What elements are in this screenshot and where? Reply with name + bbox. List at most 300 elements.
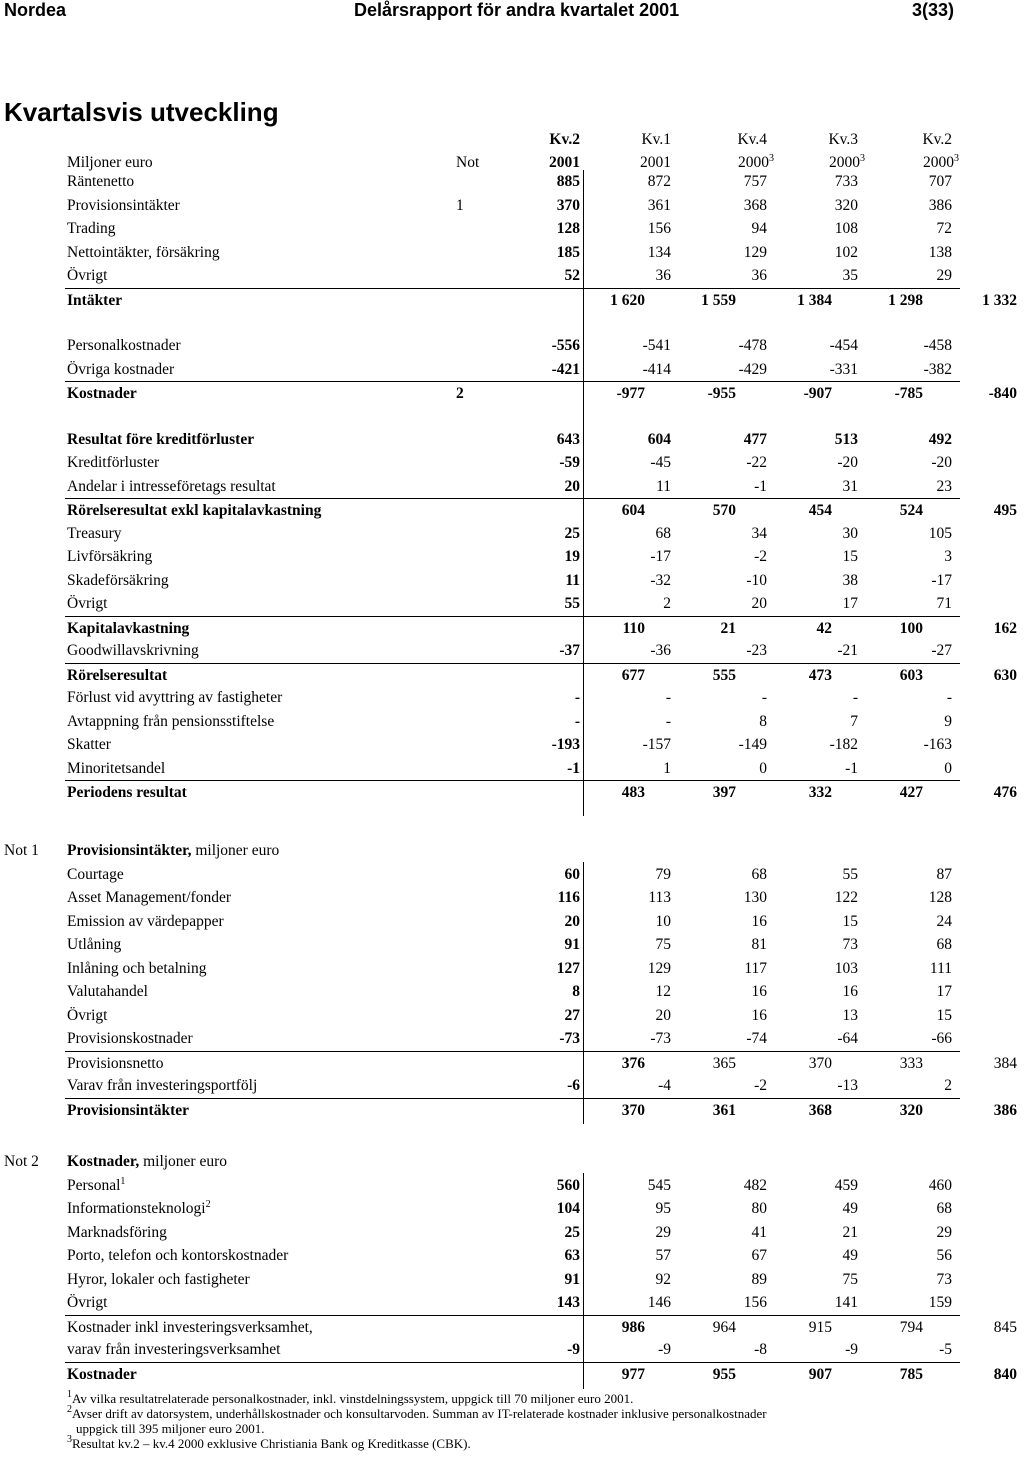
cell-value: 73 [936, 1270, 952, 1288]
table-row [0, 1221, 960, 1245]
cell-value: - [946, 689, 952, 706]
cell-value: 370 [808, 1054, 832, 1072]
footnote-text: Resultat kv.2 – kv.4 2000 exklusive Christiania Bank og Kreditkasse (CBK). [72, 1436, 471, 1451]
table-row [0, 686, 960, 710]
page-number: 3(33) [911, 0, 954, 20]
table-row [65, 1362, 1017, 1386]
cell-value: 60 [564, 865, 580, 883]
cell-value: 36 [655, 267, 671, 284]
cell-value: -478 [738, 337, 767, 354]
cell-value: -2 [754, 548, 767, 565]
row-note-ref: 1 [456, 196, 464, 214]
cell-value: 397 [712, 784, 736, 801]
cell-value: 368 [743, 196, 767, 214]
cell-value: 492 [928, 430, 952, 448]
cell-value: 113 [648, 889, 671, 906]
table-row [0, 545, 960, 569]
cell-value: 185 [556, 243, 580, 261]
cell-value: 49 [842, 1200, 858, 1217]
cell-value: 524 [899, 502, 923, 519]
footnote-text: Av vilka resultatrelaterade personalkostnader, inkl. vinstdelningssystem, uppgick till 70 miljoner euro 2001. [72, 1391, 634, 1406]
cell-value: -8 [754, 1341, 767, 1358]
row-label: Övrigt [67, 1006, 108, 1024]
cell-value: 473 [808, 666, 832, 684]
cell-value: 68 [936, 936, 952, 953]
cell-value: - [574, 689, 580, 706]
cell-value: 103 [834, 959, 858, 977]
cell-value: 25 [564, 1223, 580, 1241]
cell-value: 370 [556, 196, 580, 214]
cell-value: 30 [842, 524, 858, 542]
cell-value: -907 [803, 385, 832, 402]
column-divider-note2 [583, 1173, 584, 1389]
cell-value: -36 [650, 642, 671, 659]
cell-value: -64 [837, 1030, 858, 1047]
table-row [65, 616, 1017, 640]
cell-value: -17 [650, 548, 671, 565]
cell-value: 17 [936, 983, 952, 1000]
cell-value: -73 [559, 1030, 580, 1047]
cell-value: 603 [899, 666, 923, 684]
row-label: Periodens resultat [67, 784, 187, 801]
table-row [0, 1338, 960, 1362]
cell-value: 12 [655, 983, 671, 1000]
cell-value: 454 [808, 502, 832, 519]
row-label: Andelar i intresseföretags resultat [67, 477, 276, 495]
row-label: Avtappning från pensionsstiftelse [67, 712, 275, 730]
cell-value: -977 [616, 385, 645, 402]
cell-value: 8 [572, 983, 580, 1000]
cell-value: 370 [621, 1101, 645, 1119]
cell-value: 13 [842, 1006, 858, 1024]
cell-value: 3 [944, 548, 952, 565]
table-row [65, 663, 1017, 687]
cell-value: 73 [842, 936, 858, 953]
cell-value: -17 [931, 571, 952, 589]
cell-value: 130 [743, 889, 767, 906]
cell-value: 630 [993, 666, 1017, 684]
note-label: Not 1 [4, 842, 39, 859]
cell-value: 34 [751, 524, 767, 542]
row-label: Valutahandel [67, 983, 148, 1000]
row-label: Resultat före kreditförluster [67, 430, 255, 448]
footnote [76, 1421, 1036, 1436]
col-q-1: Kv.1 [641, 131, 671, 148]
cell-value: 332 [808, 784, 832, 801]
row-label: Hyror, lokaler och fastigheter [67, 1270, 250, 1288]
row-label: Förlust vid avyttring av fastigheter [67, 689, 283, 706]
cell-value: 35 [842, 267, 858, 284]
cell-value: 29 [655, 1223, 671, 1241]
cell-value: 0 [759, 759, 767, 777]
note-title [67, 1150, 227, 1174]
row-label: Kostnader inkl investeringsverksamhet, [67, 1318, 313, 1336]
note-title-bold: Provisionsintäkter, [67, 842, 192, 859]
cell-value: 333 [899, 1054, 923, 1072]
cell-value: -21 [837, 642, 858, 659]
footnote-number: 1 [67, 1389, 72, 1400]
cell-value: 20 [655, 1006, 671, 1024]
cell-value: -157 [642, 736, 671, 753]
cell-value: 24 [936, 912, 952, 930]
cell-value: -13 [837, 1077, 858, 1094]
cell-value: 604 [621, 502, 645, 519]
cell-value: 94 [751, 220, 767, 237]
cell-value: 23 [936, 477, 952, 495]
row-label: Asset Management/fonder [67, 889, 231, 906]
table-row [0, 451, 960, 475]
table-row [0, 1027, 960, 1051]
cell-value: - [665, 712, 671, 730]
row-label: Räntenetto [67, 173, 135, 190]
cell-value: - [665, 689, 671, 706]
cell-value: 757 [743, 173, 767, 190]
cell-value: 2 [944, 1077, 952, 1094]
row-label: varav från investeringsverksamhet [67, 1341, 281, 1358]
table-row [0, 194, 960, 218]
row-label: Minoritetsandel [67, 759, 166, 777]
cell-value: -9 [567, 1341, 580, 1358]
cell-value: 794 [899, 1318, 923, 1336]
table-row [65, 498, 1017, 522]
row-label: Utlåning [67, 936, 122, 953]
cell-value: 368 [808, 1101, 832, 1119]
footnote-text: uppgick till 395 miljoner euro 2001. [76, 1421, 265, 1436]
cell-value: -73 [650, 1030, 671, 1047]
cell-value: 1 559 [701, 291, 736, 309]
cell-value: - [852, 689, 858, 706]
cell-value: 21 [842, 1223, 858, 1241]
cell-value: 15 [842, 912, 858, 930]
cell-value: -32 [650, 571, 671, 589]
cell-value: 386 [928, 196, 952, 214]
cell-value: -193 [551, 736, 580, 753]
footnote-text: Avser drift av datorsystem, underhållskostnader och konsultarvoden. Summan av IT-relaterade kostnader inklusive personalkostnader [72, 1406, 767, 1421]
table-row [65, 381, 1017, 405]
cell-value: 91 [564, 1270, 580, 1288]
table-row [0, 1244, 960, 1268]
cell-value: 15 [842, 548, 858, 565]
cell-value: 156 [743, 1294, 767, 1311]
table-row [0, 264, 960, 288]
col-y-2: 2000$^3$ [738, 153, 774, 171]
cell-value: 320 [899, 1101, 923, 1119]
cell-value: 56 [936, 1247, 952, 1264]
cell-value: 459 [834, 1176, 858, 1194]
col-y-0: 2001 [549, 154, 580, 171]
table-row [0, 910, 960, 934]
cell-value: 977 [621, 1365, 645, 1383]
cell-value: -382 [923, 360, 952, 378]
note1-table [0, 839, 1017, 1121]
cell-value: 11 [565, 571, 580, 589]
row-label: Kapitalavkastning [67, 619, 190, 637]
cell-value: -74 [746, 1030, 767, 1047]
cell-value: 117 [744, 959, 767, 977]
cell-value: 75 [655, 936, 671, 953]
cell-value: -2 [754, 1077, 767, 1094]
row-label: Varav från investeringsportfölj [67, 1077, 258, 1094]
row-label: Emission av värdepapper [67, 912, 224, 930]
cell-value: -429 [738, 360, 767, 378]
cell-value: -163 [923, 736, 952, 753]
cell-value: 116 [557, 889, 580, 906]
cell-value: 361 [647, 196, 671, 214]
cell-value: 365 [712, 1054, 736, 1072]
cell-value: 68 [655, 524, 671, 542]
table-row [0, 710, 960, 734]
row-label: Goodwillavskrivning [67, 642, 199, 659]
row-label: Skadeförsäkring [67, 571, 169, 589]
cell-value: 707 [928, 173, 952, 190]
cell-value: 785 [899, 1365, 923, 1383]
cell-value: -5 [939, 1341, 952, 1358]
table-row [0, 1174, 960, 1198]
cell-value: 915 [808, 1318, 832, 1336]
row-label: Övrigt [67, 267, 108, 284]
cell-value: -27 [931, 642, 952, 659]
footnote [67, 1436, 1027, 1451]
cell-value: 68 [751, 865, 767, 883]
cell-value: 141 [834, 1294, 858, 1311]
table-row [0, 733, 960, 757]
cell-value: 7 [850, 712, 858, 730]
column-divider-note1 [583, 862, 584, 1124]
cell-value: 10 [655, 912, 671, 930]
cell-value: 361 [712, 1101, 736, 1119]
col-y-3: 2000$^3$ [829, 153, 865, 171]
row-label: Kostnader [67, 385, 137, 402]
cell-value: 476 [993, 784, 1017, 801]
cell-value: 146 [647, 1294, 671, 1311]
cell-value: -9 [658, 1341, 671, 1358]
cell-value: 41 [751, 1223, 767, 1241]
cell-value: -23 [746, 642, 767, 659]
cell-value: -20 [931, 454, 952, 471]
row-label: Livförsäkring [67, 548, 153, 565]
row-label: Treasury [67, 524, 122, 542]
row-label: Marknadsföring [67, 1223, 167, 1241]
cell-value: -421 [551, 360, 580, 378]
cell-value: 1 620 [610, 291, 645, 309]
cell-value: 1 298 [888, 291, 923, 309]
row-label: Intäkter [67, 291, 123, 309]
report-title: Delårsrapport för andra kvartalet 2001 [354, 0, 680, 20]
cell-value: 964 [712, 1318, 736, 1336]
cell-value: 156 [647, 220, 671, 237]
table-row [0, 170, 960, 194]
row-label: Rörelseresultat exkl kapitalavkastning [67, 502, 322, 519]
cell-value: 91 [564, 936, 580, 953]
row-label: Nettointäkter, försäkring [67, 243, 220, 261]
row-label: Kostnader [67, 1365, 137, 1383]
cell-value: -541 [642, 337, 671, 354]
cell-value: 105 [928, 524, 952, 542]
row-label: Trading [67, 220, 116, 237]
note-title-rest: miljoner euro [191, 842, 280, 859]
cell-value: 122 [834, 889, 858, 906]
cell-value: -458 [923, 337, 952, 354]
row-label: Skatter [67, 736, 111, 753]
cell-value: 55 [842, 865, 858, 883]
row-label: Personal$^1$ [67, 1175, 126, 1194]
cell-value: 8 [759, 712, 767, 730]
cell-value: 129 [647, 959, 671, 977]
column-divider [583, 170, 584, 816]
table-row [0, 217, 960, 241]
cell-value: 384 [993, 1054, 1017, 1072]
col-q-2: Kv.4 [737, 131, 767, 148]
table-row [65, 1051, 1017, 1075]
cell-value: 36 [751, 267, 767, 284]
cell-value: 20 [564, 912, 580, 930]
cell-value: -149 [738, 736, 767, 753]
note-title-bold: Kostnader, [67, 1153, 140, 1170]
cell-value: -10 [746, 571, 767, 589]
row-label: Provisionsintäkter [67, 1101, 189, 1119]
cell-value: 907 [808, 1365, 832, 1383]
table-row [0, 569, 960, 593]
cell-value: 38 [842, 571, 858, 589]
cell-value: 885 [556, 173, 580, 190]
cell-value: 159 [928, 1294, 952, 1311]
note-title-row [0, 1150, 960, 1174]
cell-value: 604 [647, 430, 671, 448]
cell-value: 16 [751, 1006, 767, 1024]
cell-value: 16 [751, 912, 767, 930]
cell-value: 31 [842, 477, 858, 495]
cell-value: 482 [743, 1176, 767, 1194]
table-row [0, 1197, 960, 1221]
cell-value: -37 [559, 642, 580, 659]
cell-value: 477 [743, 430, 767, 448]
cell-value: 11 [656, 477, 671, 495]
cell-value: -59 [559, 454, 580, 471]
table-row [65, 1315, 1017, 1339]
cell-value: 134 [647, 243, 671, 261]
row-label: Övrigt [67, 1294, 108, 1311]
cell-value: 128 [928, 889, 952, 906]
main-table [0, 170, 1017, 804]
footnote [67, 1406, 1027, 1421]
row-label: Personalkostnader [67, 337, 181, 354]
cell-value: 320 [834, 196, 858, 214]
cell-value: 20 [564, 477, 580, 495]
row-label: Rörelseresultat [67, 666, 168, 684]
cell-value: 29 [936, 267, 952, 284]
cell-value: 1 384 [797, 291, 832, 309]
cell-value: -840 [988, 385, 1017, 402]
cell-value: 92 [655, 1270, 671, 1288]
cell-value: 20 [751, 595, 767, 612]
cell-value: 75 [842, 1270, 858, 1288]
cell-value: 15 [936, 1006, 952, 1024]
cell-value: 128 [556, 220, 580, 237]
cell-value: -454 [829, 337, 858, 354]
cell-value: 100 [899, 619, 923, 637]
cell-value: 9 [944, 712, 952, 730]
cell-value: 79 [655, 865, 671, 883]
cell-value: 72 [936, 220, 952, 237]
cell-value: 560 [556, 1176, 580, 1194]
table-row [0, 886, 960, 910]
cell-value: 19 [564, 548, 580, 565]
row-gap [0, 405, 960, 428]
col-y-1: 2001 [640, 154, 671, 171]
table-row [0, 1291, 960, 1315]
cell-value: -785 [894, 385, 923, 402]
table-row [0, 863, 960, 887]
cell-value: 483 [621, 784, 645, 801]
page-header [0, 0, 960, 22]
cell-value: -414 [642, 360, 671, 378]
not-header: Not [456, 154, 480, 171]
cell-value: 2 [663, 595, 671, 612]
row-note-ref: 2 [456, 385, 464, 402]
cell-value: 460 [928, 1176, 952, 1194]
col-y-4: 2000$^3$ [923, 153, 959, 171]
cell-value: -955 [707, 385, 736, 402]
table-row [0, 639, 960, 663]
row-label: Övrigt [67, 595, 108, 612]
cell-value: 42 [816, 619, 832, 637]
row-label: Courtage [67, 865, 124, 883]
cell-value: 1 332 [982, 291, 1017, 309]
col-q-0: Kv.2 [549, 131, 580, 148]
cell-value: 555 [712, 666, 736, 684]
cell-value: 52 [564, 267, 580, 284]
cell-value: 29 [936, 1223, 952, 1241]
cell-value: 102 [834, 243, 858, 261]
footnote-number: 3 [67, 1434, 72, 1445]
cell-value: - [761, 689, 767, 706]
note-label: Not 2 [4, 1153, 39, 1170]
table-row [0, 957, 960, 981]
footnote [67, 1391, 1027, 1406]
cell-value: -45 [650, 454, 671, 471]
cell-value: 955 [712, 1365, 736, 1383]
cell-value: 16 [751, 983, 767, 1000]
table-row [0, 475, 960, 499]
col-q-3: Kv.3 [828, 131, 858, 148]
cell-value: 677 [621, 666, 645, 684]
col-q-4: Kv.2 [922, 131, 952, 148]
row-label: Informationsteknologi$^2$ [67, 1199, 211, 1217]
cell-value: 87 [936, 865, 952, 883]
table-row [0, 522, 960, 546]
row-label: Inlåning och betalning [67, 959, 207, 977]
table-row [65, 780, 1017, 804]
row-label: Provisionskostnader [67, 1030, 193, 1047]
cell-value: 545 [647, 1176, 671, 1194]
cell-value: 162 [993, 619, 1017, 637]
cell-value: 110 [622, 619, 645, 637]
cell-value: -20 [837, 454, 858, 471]
note-title-row [0, 839, 960, 863]
table-row [0, 241, 960, 265]
table-row [0, 933, 960, 957]
row-label: Kreditförluster [67, 454, 160, 471]
footnote-ref: 2 [205, 1199, 211, 1210]
cell-value: 81 [751, 936, 767, 953]
company-name: Nordea [4, 0, 67, 20]
cell-value: 80 [751, 1200, 767, 1217]
table-row [0, 757, 960, 781]
cell-value: 89 [751, 1270, 767, 1288]
cell-value: -9 [845, 1341, 858, 1358]
cell-value: 386 [993, 1101, 1017, 1119]
cell-value: 1 [663, 759, 671, 777]
